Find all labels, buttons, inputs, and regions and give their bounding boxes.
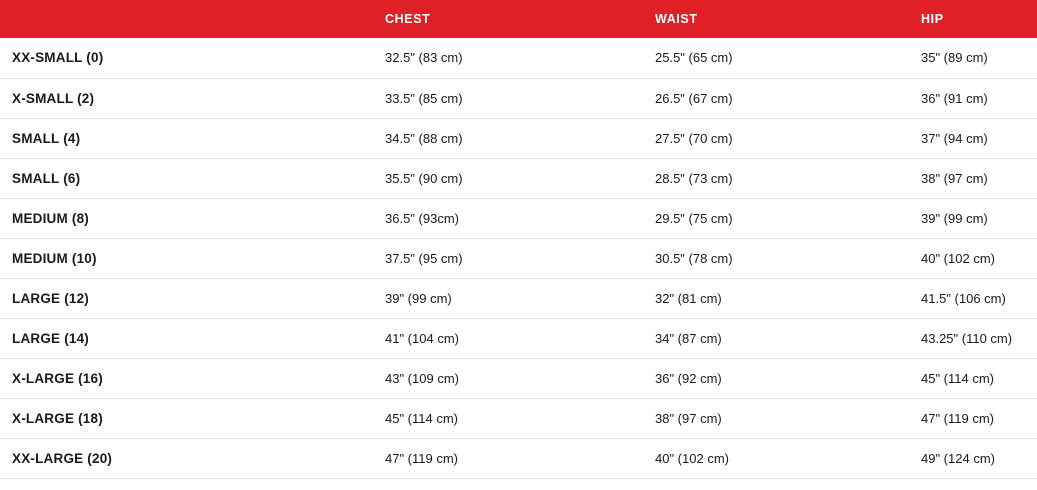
column-header-chest: CHEST	[373, 0, 643, 38]
cell-size: X-SMALL (2)	[0, 78, 373, 118]
cell-size: X-LARGE (18)	[0, 398, 373, 438]
cell-size: SMALL (4)	[0, 118, 373, 158]
cell-hip: 38" (97 cm)	[909, 158, 1037, 198]
cell-waist: 40" (102 cm)	[643, 438, 909, 478]
cell-waist: 32" (81 cm)	[643, 278, 909, 318]
cell-size: X-LARGE (16)	[0, 358, 373, 398]
column-header-size	[0, 0, 373, 38]
table-row	[0, 38, 1037, 78]
table-row	[0, 278, 1037, 318]
cell-chest: 47" (119 cm)	[373, 438, 643, 478]
cell-hip: 45" (114 cm)	[909, 358, 1037, 398]
cell-size: XX-LARGE (20)	[0, 438, 373, 478]
cell-chest: 32.5" (83 cm)	[373, 38, 643, 78]
table-row	[0, 238, 1037, 278]
cell-hip: 43.25" (110 cm)	[909, 318, 1037, 358]
cell-chest: 33.5" (85 cm)	[373, 78, 643, 118]
table-row	[0, 398, 1037, 438]
cell-size: XX-SMALL (0)	[0, 38, 373, 78]
cell-size: LARGE (12)	[0, 278, 373, 318]
cell-hip: 36" (91 cm)	[909, 78, 1037, 118]
table-row	[0, 118, 1037, 158]
cell-hip: 47" (119 cm)	[909, 398, 1037, 438]
cell-chest: 36.5" (93cm)	[373, 198, 643, 238]
cell-chest: 34.5" (88 cm)	[373, 118, 643, 158]
cell-size: LARGE (14)	[0, 318, 373, 358]
cell-waist: 38" (97 cm)	[643, 398, 909, 438]
cell-chest: 35.5" (90 cm)	[373, 158, 643, 198]
table-row	[0, 198, 1037, 238]
cell-size: SMALL (6)	[0, 158, 373, 198]
table-row	[0, 158, 1037, 198]
cell-waist: 26.5" (67 cm)	[643, 78, 909, 118]
cell-waist: 30.5" (78 cm)	[643, 238, 909, 278]
cell-hip: 35" (89 cm)	[909, 38, 1037, 78]
cell-hip: 40" (102 cm)	[909, 238, 1037, 278]
cell-hip: 49" (124 cm)	[909, 438, 1037, 478]
cell-chest: 39" (99 cm)	[373, 278, 643, 318]
table-row	[0, 438, 1037, 478]
cell-hip: 41.5" (106 cm)	[909, 278, 1037, 318]
table-row	[0, 318, 1037, 358]
table-header-row	[0, 0, 1037, 38]
cell-waist: 28.5" (73 cm)	[643, 158, 909, 198]
cell-size: MEDIUM (10)	[0, 238, 373, 278]
cell-waist: 34" (87 cm)	[643, 318, 909, 358]
cell-chest: 41" (104 cm)	[373, 318, 643, 358]
table-header	[0, 0, 1037, 38]
cell-hip: 39" (99 cm)	[909, 198, 1037, 238]
cell-chest: 45" (114 cm)	[373, 398, 643, 438]
cell-chest: 37.5" (95 cm)	[373, 238, 643, 278]
table-row	[0, 78, 1037, 118]
column-header-hip: HIP	[909, 0, 1037, 38]
cell-waist: 36" (92 cm)	[643, 358, 909, 398]
cell-size: MEDIUM (8)	[0, 198, 373, 238]
cell-chest: 43" (109 cm)	[373, 358, 643, 398]
cell-hip: 37" (94 cm)	[909, 118, 1037, 158]
table-body	[0, 38, 1037, 478]
cell-waist: 29.5" (75 cm)	[643, 198, 909, 238]
cell-waist: 25.5" (65 cm)	[643, 38, 909, 78]
cell-waist: 27.5" (70 cm)	[643, 118, 909, 158]
table-row	[0, 358, 1037, 398]
column-header-waist: WAIST	[643, 0, 909, 38]
